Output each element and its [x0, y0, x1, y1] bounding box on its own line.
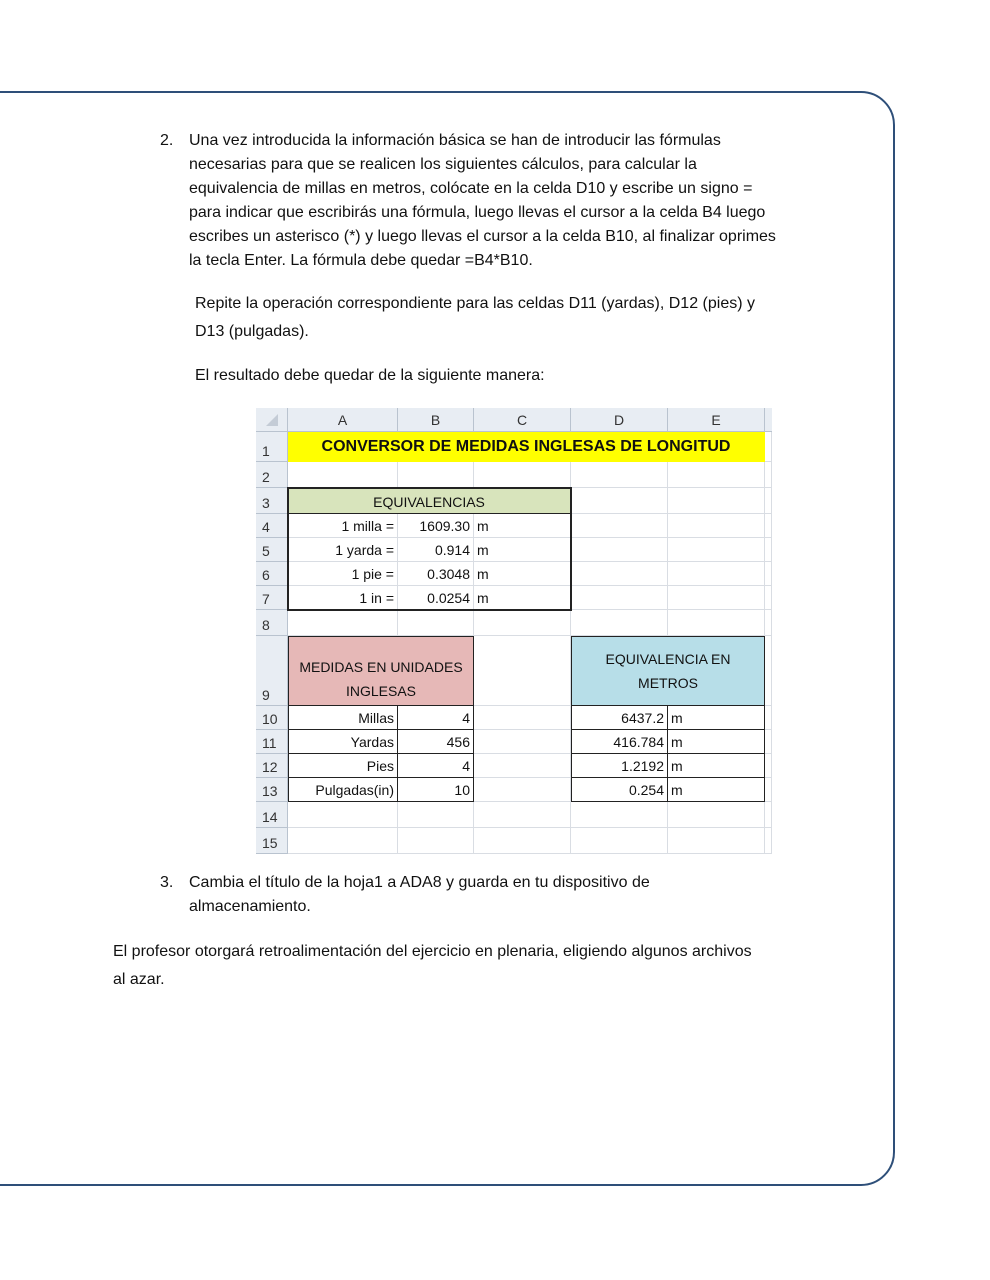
repite-line-1: Repite la operación correspondiente para las celdas D11 (yardas), D12 (pies) y	[195, 295, 755, 312]
row-header: 2	[256, 462, 288, 488]
final-line-1: El profesor otorgará retroalimentación del ejercicio en plenaria, eligiendo algunos archivos	[113, 943, 752, 960]
empty-cell	[474, 730, 571, 754]
resultado-text: El resultado debe quedar de la siguiente manera:	[195, 367, 545, 384]
metros-header-line-1: EQUIVALENCIA EN	[605, 651, 731, 667]
empty-cell	[571, 562, 668, 586]
row-header: 15	[256, 828, 288, 854]
equiv-unit: m	[474, 586, 571, 610]
medida-meters: 0.254	[571, 778, 668, 802]
empty-cell	[474, 636, 571, 706]
column-header-b: B	[398, 408, 474, 432]
medida-m: m	[668, 730, 765, 754]
empty-cell	[765, 828, 772, 854]
equiv-label: 1 milla =	[288, 514, 398, 538]
empty-cell	[571, 538, 668, 562]
row-header: 11	[256, 730, 288, 754]
medida-m: m	[668, 778, 765, 802]
empty-cell	[668, 610, 765, 636]
empty-cell	[765, 730, 772, 754]
empty-cell	[765, 538, 772, 562]
empty-cell	[398, 802, 474, 828]
medida-unit: Yardas	[288, 730, 398, 754]
empty-cell	[765, 488, 772, 514]
empty-cell	[288, 462, 398, 488]
empty-cell	[571, 514, 668, 538]
equiv-value: 1609.30	[398, 514, 474, 538]
medida-meters: 1.2192	[571, 754, 668, 778]
empty-cell	[288, 802, 398, 828]
empty-cell	[288, 828, 398, 854]
step-3-line-1: Cambia el título de la hoja1 a ADA8 y guarda en tu dispositivo de	[189, 874, 650, 891]
empty-cell	[765, 754, 772, 778]
row-header: 5	[256, 538, 288, 562]
step-2-line: Una vez introducida la información básica se han de introducir las fórmulas	[189, 132, 721, 149]
empty-cell	[765, 562, 772, 586]
empty-cell	[571, 610, 668, 636]
empty-cell	[474, 462, 571, 488]
empty-cell	[474, 828, 571, 854]
row-header: 13	[256, 778, 288, 802]
empty-cell	[398, 462, 474, 488]
select-all-corner	[256, 408, 288, 432]
step-3-line-2: almacenamiento.	[189, 898, 311, 915]
empty-cell	[765, 636, 772, 706]
spreadsheet	[256, 408, 772, 854]
empty-cell	[668, 538, 765, 562]
equiv-unit: m	[474, 514, 571, 538]
empty-cell	[571, 828, 668, 854]
row-header: 7	[256, 586, 288, 610]
column-header-f	[765, 408, 772, 432]
medida-meters: 6437.2	[571, 706, 668, 730]
column-header-e: E	[668, 408, 765, 432]
medida-qty: 4	[398, 754, 474, 778]
row-header: 9	[256, 636, 288, 706]
medida-unit: Pies	[288, 754, 398, 778]
step-2-number: 2.	[160, 132, 174, 149]
step-2-line: la tecla Enter. La fórmula debe quedar =B4*B10.	[189, 252, 533, 269]
medidas-header-line-2: INGLESAS	[345, 683, 417, 699]
empty-cell	[765, 514, 772, 538]
row-header: 12	[256, 754, 288, 778]
row-header: 4	[256, 514, 288, 538]
final-paragraph	[113, 938, 752, 994]
metros-header	[571, 636, 765, 706]
equiv-value: 0.914	[398, 538, 474, 562]
empty-cell	[474, 778, 571, 802]
empty-cell	[668, 514, 765, 538]
repite-paragraph	[195, 290, 755, 346]
medida-meters: 416.784	[571, 730, 668, 754]
row-header: 3	[256, 488, 288, 514]
empty-cell	[474, 802, 571, 828]
empty-cell	[474, 706, 571, 730]
equivalencias-header: EQUIVALENCIAS	[288, 488, 571, 514]
equivalencias-border	[287, 487, 572, 611]
medida-unit: Millas	[288, 706, 398, 730]
row-header: 8	[256, 610, 288, 636]
empty-cell	[571, 488, 668, 514]
medida-qty: 4	[398, 706, 474, 730]
medida-m: m	[668, 754, 765, 778]
row-header: 1	[256, 432, 288, 462]
empty-cell	[668, 462, 765, 488]
row-header: 14	[256, 802, 288, 828]
equiv-label: 1 in =	[288, 586, 398, 610]
step-2	[160, 129, 850, 273]
empty-cell	[474, 610, 571, 636]
column-header-d: D	[571, 408, 668, 432]
equiv-label: 1 pie =	[288, 562, 398, 586]
column-header-c: C	[474, 408, 571, 432]
empty-cell	[765, 586, 772, 610]
equiv-unit: m	[474, 562, 571, 586]
medidas-header-line-1: MEDIDAS EN UNIDADES	[299, 659, 463, 675]
step-2-line: para indicar que escribirás una fórmula, luego llevas el cursor a la celda B4 luego	[189, 204, 766, 221]
medida-qty: 456	[398, 730, 474, 754]
empty-cell	[571, 462, 668, 488]
empty-cell	[668, 828, 765, 854]
empty-cell	[765, 432, 772, 462]
empty-cell	[765, 706, 772, 730]
empty-cell	[474, 754, 571, 778]
corner-triangle-icon	[266, 414, 278, 426]
step-2-line: necesarias para que se realicen los siguientes cálculos, para calcular la	[189, 156, 697, 173]
empty-cell	[288, 610, 398, 636]
row-header: 6	[256, 562, 288, 586]
medida-m: m	[668, 706, 765, 730]
title-cell: CONVERSOR DE MEDIDAS INGLESAS DE LONGITUD	[288, 432, 765, 462]
empty-cell	[765, 802, 772, 828]
empty-cell	[398, 828, 474, 854]
step-2-line: escribes un asterisco (*) y luego llevas el cursor a la celda B10, al finalizar oprimes	[189, 228, 776, 245]
equiv-value: 0.0254	[398, 586, 474, 610]
empty-cell	[765, 462, 772, 488]
column-header-a: A	[288, 408, 398, 432]
empty-cell	[668, 802, 765, 828]
equiv-value: 0.3048	[398, 562, 474, 586]
row-header: 10	[256, 706, 288, 730]
empty-cell	[668, 586, 765, 610]
medidas-header	[288, 636, 474, 706]
final-line-2: al azar.	[113, 971, 165, 988]
empty-cell	[571, 586, 668, 610]
equiv-unit: m	[474, 538, 571, 562]
medida-qty: 10	[398, 778, 474, 802]
empty-cell	[765, 610, 772, 636]
step-3	[160, 871, 850, 919]
step-2-line: equivalencia de millas en metros, colócate en la celda D10 y escribe un signo =	[189, 180, 753, 197]
empty-cell	[398, 610, 474, 636]
medida-unit: Pulgadas(in)	[288, 778, 398, 802]
empty-cell	[668, 488, 765, 514]
empty-cell	[668, 562, 765, 586]
step-3-number: 3.	[160, 874, 174, 891]
equiv-label: 1 yarda =	[288, 538, 398, 562]
metros-header-line-2: METROS	[638, 675, 698, 691]
repite-line-2: D13 (pulgadas).	[195, 323, 309, 340]
empty-cell	[765, 778, 772, 802]
empty-cell	[571, 802, 668, 828]
